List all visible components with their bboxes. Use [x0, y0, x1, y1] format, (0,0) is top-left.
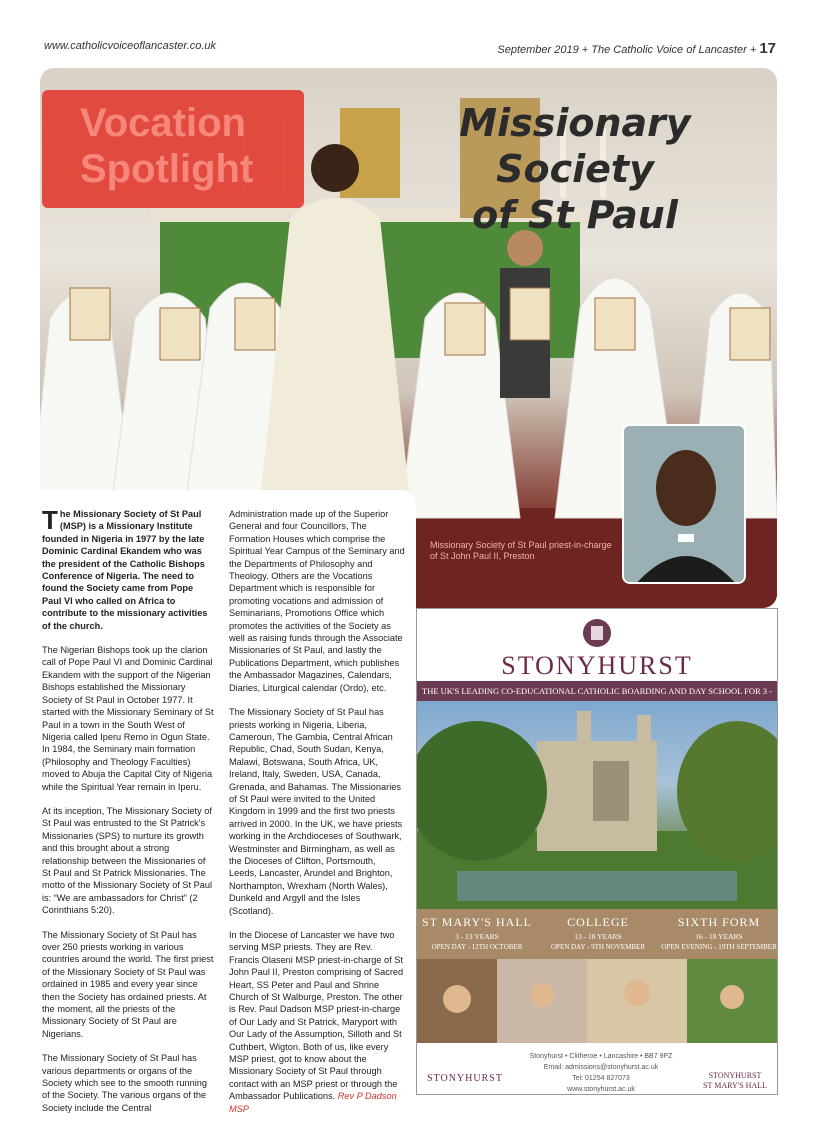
vocation-spotlight-badge [42, 90, 304, 208]
college-photo [417, 701, 777, 909]
priest-portrait [622, 424, 746, 584]
article-paragraph: In the Diocese of Lancaster we have two serving MSP priests. They are Rev. Francis Olaseni MSP priest-in-charge of St John Paul II, Preston comprising of Sacred Heart, SS Peter and Paul and Shrine Church of St Walburge, Preston. The other is Rev. Paul Dadson MSP priest-in-charge of Our Lady and St Patrick, Maryport with Our Lady of the Assumption, Silloth and St Cuthbert, Wigton. Both of us, like every MSP priest, got to know about the Missionary Society of St Paul through contact with an MSP priest or through the Ambassador Publications. Rev P Dadson MSP [229, 930, 404, 1114]
article-signature: Rev P Dadson MSP [229, 1091, 397, 1114]
ad-email[interactable]: Email: admissions@stonyhurst.ac.uk [543, 1064, 659, 1071]
issue-line: September 2019 + The Catholic Voice of Lancaster + 17 [497, 40, 776, 57]
section-st-marys-hall[interactable]: ST MARY'S HALL 3 - 13 YEARS OPEN DAY - 12TH OCTOBER [422, 915, 532, 951]
ad-footer [417, 1043, 777, 1095]
article-paragraph: The Missionary Society of St Paul has various departments or organs of the Society which see to the smooth running of the Society. The various organs of the Society include the Central [42, 1053, 207, 1113]
ad-strapline: THE UK'S LEADING CO-EDUCATIONAL CATHOLIC BOARDING AND DAY SCHOOL FOR 3 - [417, 681, 777, 701]
article-lead: The Missionary Society of St Paul (MSP) is a Missionary Institute founded in Nigeria in 1977 by the late Dominic Cardinal Ekandem who was the president of the Catholic Bishops Conference of Nigeria. The need to found the Society came from Pope Paul VI who called on Africa to contribute to the missionary activities of the church. [42, 505, 208, 631]
section-sixth-form[interactable]: SIXTH FORM 16 - 18 YEARS OPEN EVENING - 19TH SEPTEMBER [661, 915, 777, 951]
section-college[interactable]: COLLEGE 13 - 18 YEARS OPEN DAY - 9TH NOVEMBER [551, 915, 645, 951]
article-paragraph: At its inception, The Missionary Society of St Paul was entrusted to the St Patrick's Missionaries (SPS) to nurture its growth and this brought about a strong relationship between the Missionaries of St Paul and St Patrick Missionaries. The motto of the Missionary Society of St Paul is: “We are ambassadors for Christ” (2 Corinthians 5:20). [42, 805, 213, 916]
ad-brand-name: STONYHURST [501, 651, 693, 680]
page-header [44, 38, 776, 58]
ad-contact: Stonyhurst • Clitheroe • Lancashire • BB7 9PZ Email: admissions@stonyhurst.ac.uk Tel: 01254 827073 www.stonyhurst.ac.uk [513, 1051, 689, 1095]
drop-cap: T [42, 505, 58, 535]
brand-right: STONYHURST ST MARY'S HALL [703, 1071, 767, 1090]
article-column-1 [42, 505, 214, 1126]
page-title: Missionary Society of St Paul [459, 101, 691, 237]
portrait-illustration [624, 426, 746, 584]
open-days-band [417, 909, 777, 959]
photo-caption: Missionary Society of St Paul priest-in-charge of St John Paul II, Preston [430, 540, 612, 561]
stonyhurst-advert[interactable] [416, 608, 778, 1095]
article-paragraph: The Missionary Society of St Paul has over 250 priests working in various countries around the world. The first priest of the Missionary Society of St Paul was ordained in 1985 and every year since then the Society has ordained priests. At the moment, all the priests of the Missionary Society of St Paul are Nigerians. [42, 929, 214, 1039]
pupil-photos [417, 959, 777, 1043]
article-column-2 [229, 508, 405, 1127]
article-paragraph: Administration made up of the Superior General and four Councillors, The Formation Houses which comprise the Spiritual Year Campus of the Seminary and the Departments of Philosophy and Theology. Others are the Vocations Department which is responsible for promoting vocations and admission of Seminarians, Promotions Office which promotes the activities of the Society as well as raising funds through the Associate Missionaries of St Paul, and lastly the Publications Department, which publishes the Ambassador Magazines, Calendars, Diaries, Liturgical calendar (Ordo), etc. [229, 509, 405, 693]
priest-head [311, 144, 359, 192]
page-number: 17 [759, 40, 776, 57]
ad-website[interactable]: www.stonyhurst.ac.uk [567, 1086, 635, 1093]
article-paragraph: The Nigerian Bishops took up the clarion call of Pope Paul VI and Dominic Cardinal Ekandem with the support of the Nigerian Bishops established the Missionary Society of St Paul in October 1977. It started with the Missionary Seminary of St Paul in a town in the South West of Nigeria called Iperu Remo in Ogun State. In 1984, the Seminary main formation (Philosophy and Theology Faculties) moved to Abuja the Capital City of Nigeria while the Spiritual Year remain in Iperu. [42, 645, 214, 792]
crest-icon [417, 617, 777, 654]
brand-left: STONYHURST [427, 1073, 503, 1084]
site-url[interactable]: www.catholicvoiceoflancaster.co.uk [44, 40, 217, 52]
badge-text: Vocation Spotlight [80, 101, 254, 191]
article-paragraph: The Missionary Society of St Paul has priests working in Nigeria, Liberia, Cameroun, The Gambia, Central African Republic, Chad, South Sudan, Kenya, Malawi, Botswana, South Africa, UK, Ireland, Italy, Sweden, USA, Canada, Grenada, and Bahamas. The Missionaries of St Paul were invited to the United Kingdom in 1999 and the first two priests arrived in 2000. In the UK, we have priests working in the Archdioceses of Southwark, Westminster and Birmingham, as well as the Dioceses of Clifton, Portsmouth, Leeds, Lancaster, Arundel and Brighton, Northampton, Wrexham (North Wales), Dunkeld and Argyll and the Isles (Scotland). [229, 707, 403, 916]
